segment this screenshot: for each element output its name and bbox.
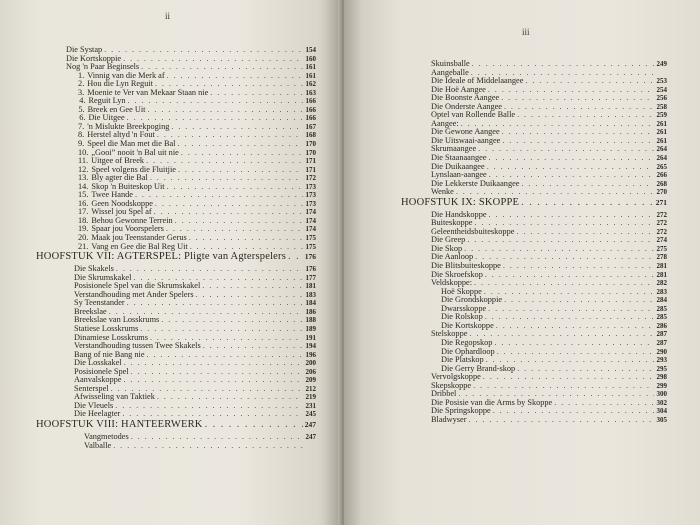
chapter-title: HOOFSTUK IX: SKOPPE — [401, 196, 520, 208]
entry-title: Speel die Man met die Bal — [87, 139, 176, 149]
toc-entry — [431, 111, 667, 120]
dot-leader — [467, 416, 655, 425]
entry-title: Die Gerry Brand-skop — [441, 363, 516, 373]
entry-number: 8. — [78, 130, 85, 140]
dot-leader — [523, 77, 654, 86]
toc-entry — [431, 188, 667, 197]
entry-title: Behou Gewonne Terrein — [91, 215, 173, 225]
page-number: 167 — [305, 122, 316, 131]
entry-title: Die Springskoppe — [431, 406, 491, 416]
entry-title: Uitgee of Breek — [91, 156, 145, 166]
dot-leader — [188, 243, 303, 252]
dot-leader — [122, 359, 303, 368]
entry-number: 1. — [78, 70, 85, 80]
dot-leader — [487, 154, 654, 163]
dot-leader — [138, 325, 303, 334]
entry-title: Die Skop — [431, 243, 463, 253]
dot-leader — [125, 299, 303, 308]
entry-title: Breek en Gee Uit — [87, 104, 146, 114]
entry-title: Die Onderste Aangee — [431, 101, 502, 111]
page-number: 171 — [305, 165, 316, 174]
entry-title: Vinnig van die Merk af — [87, 70, 165, 80]
right-page — [344, 0, 700, 525]
page-number: 186 — [305, 307, 316, 316]
page-number: 161 — [305, 71, 316, 80]
entry-number: 12. — [78, 164, 89, 174]
dot-leader — [102, 46, 303, 55]
page-number: 304 — [656, 407, 667, 416]
entry-title: Geleentheidsbuiteskoppe — [431, 226, 515, 236]
entry-title: Die Greep — [431, 235, 466, 245]
page-number: 283 — [656, 287, 667, 296]
dot-leader — [494, 322, 654, 331]
page-number: 265 — [656, 162, 667, 171]
page-number: 173 — [305, 191, 316, 200]
entry-title: Verstandhouding tussen Twee Skakels — [74, 341, 201, 351]
dot-leader — [200, 282, 303, 291]
dot-leader — [153, 200, 303, 209]
page-number: 163 — [305, 88, 316, 97]
dot-leader — [187, 234, 303, 243]
entry-title: Dwarsskoppe — [441, 303, 487, 313]
entry-title: Stelskoppe — [431, 329, 468, 339]
dot-leader — [462, 245, 654, 254]
entry-title: Skuinsballe — [431, 59, 470, 68]
chapter-heading — [401, 197, 667, 211]
entry-title: 'n Mislukte Breekpoging — [87, 121, 170, 131]
page-number: 300 — [656, 390, 667, 399]
page-number: 170 — [305, 148, 316, 157]
page-number: 189 — [305, 324, 316, 333]
page-number: 249 — [656, 60, 667, 68]
dot-leader — [114, 265, 303, 274]
page-number: 173 — [305, 199, 316, 208]
entry-number: 21. — [78, 241, 89, 251]
dot-leader — [159, 316, 303, 325]
page-number: 285 — [656, 304, 667, 313]
entry-title: Die Gewone Aangee — [431, 127, 500, 137]
dot-leader — [495, 348, 654, 357]
entry-title: Die Grondskoppie — [441, 295, 503, 305]
page-number: 184 — [305, 299, 316, 308]
page-number: 274 — [656, 236, 667, 245]
toc-entry — [74, 376, 316, 385]
page-number: 161 — [305, 63, 316, 72]
page-number: 281 — [656, 262, 667, 271]
page-number: 264 — [656, 154, 667, 163]
dot-leader — [165, 183, 303, 192]
page-number: 299 — [656, 381, 667, 390]
entry-title: Die Regopskop — [441, 337, 493, 347]
entry-title: Dribbel — [431, 389, 457, 399]
entry-title: Die Uitgee — [88, 113, 125, 123]
entry-title: Die Posisie van die Arms by Skoppe — [431, 397, 553, 407]
dot-leader — [515, 111, 654, 120]
page-number: 181 — [305, 282, 316, 291]
page-number: 166 — [305, 114, 316, 123]
page-number: 194 — [305, 342, 316, 351]
dot-leader — [120, 410, 303, 419]
page-number: 254 — [656, 85, 667, 94]
dot-leader — [148, 174, 303, 183]
entry-title: Bladwyser — [431, 414, 467, 424]
entry-title: Sy Teenstander — [74, 298, 125, 308]
dot-leader — [286, 253, 303, 262]
entry-title: Die Skakels — [74, 264, 114, 274]
entry-title: Die Heelagter — [74, 409, 121, 419]
page-number: 287 — [656, 330, 667, 339]
dot-leader — [169, 123, 303, 132]
page-number: 261 — [656, 128, 667, 137]
entry-title: Reguit Lyn — [88, 96, 126, 106]
dot-leader — [208, 89, 303, 98]
entry-title: Skop 'n Buiteskop Uit — [91, 181, 165, 191]
entry-title: Posisionele Spel — [74, 366, 129, 376]
entry-title: Die Boonste Aangee — [431, 93, 500, 103]
page-number: 264 — [656, 145, 667, 154]
chapter-title: HOOFSTUK VII: AGTERSPEL: Pligte van Agterspelers — [36, 251, 287, 263]
entry-number: 13. — [78, 173, 89, 183]
entry-title: Die Staanaangee — [431, 153, 487, 163]
dot-leader — [454, 188, 654, 197]
page-number: 290 — [656, 347, 667, 356]
entry-title: Die Rolskop — [441, 312, 483, 322]
entry-title: Die Platskop — [441, 355, 484, 365]
page-number: 176 — [305, 265, 316, 274]
dot-leader — [482, 288, 654, 297]
dot-leader — [499, 94, 654, 103]
entry-number: 16. — [78, 198, 89, 208]
toc-entry — [431, 236, 667, 245]
page-number: 172 — [305, 174, 316, 183]
dot-leader — [472, 279, 654, 288]
toc-entry — [78, 243, 316, 252]
toc-entry — [74, 299, 316, 308]
page-number: 231 — [305, 401, 316, 410]
dot-leader — [515, 365, 654, 374]
toc-entry — [431, 416, 667, 425]
page-number: 278 — [656, 253, 667, 262]
table-of-contents-left — [36, 45, 316, 450]
dot-leader — [514, 228, 654, 237]
page-number: 286 — [656, 321, 667, 330]
entry-number: 6. — [79, 113, 86, 123]
entry-title: Hoë Skoppe — [441, 286, 482, 296]
entry-title: Die Uitswaai-aangee — [431, 135, 501, 145]
dot-leader — [121, 55, 303, 64]
entry-title: Valballe — [84, 440, 112, 450]
page-number: 298 — [656, 373, 667, 382]
page-folio: iii — [522, 27, 530, 37]
entry-title: Die Handskoppe — [431, 209, 487, 219]
entry-title: Lynslaan-aangee — [431, 170, 487, 180]
entry-title: „Gooi” nooit 'n Bal uit nie — [91, 147, 179, 157]
entry-title: Geen Noodskoppe — [91, 198, 153, 208]
page-number: 281 — [656, 270, 667, 279]
entry-title: Vangmetodes — [84, 431, 129, 441]
entry-title: Die Vleuels — [74, 400, 114, 410]
dot-leader — [129, 433, 303, 442]
page-number: 174 — [305, 208, 316, 217]
dot-leader — [145, 106, 303, 115]
entry-title: Wissel jou Spel af — [91, 207, 152, 217]
entry-title: Die Blitsbuiteskoppe — [431, 261, 501, 271]
dot-leader — [491, 407, 654, 416]
dot-leader — [113, 402, 303, 411]
entry-title: Die Skroefskop — [431, 269, 483, 279]
entry-title: Die Hoë Aangee — [431, 84, 486, 94]
entry-title: Aanvalskoppe — [74, 375, 122, 385]
entry-title: Senterspel — [74, 383, 109, 393]
toc-entry — [431, 382, 667, 391]
dot-leader — [194, 291, 303, 300]
dot-leader — [179, 149, 303, 158]
page-number: 174 — [305, 225, 316, 234]
toc-entry — [84, 433, 316, 442]
entry-title: Die Skrumskakel — [74, 272, 132, 282]
page-number: 287 — [656, 338, 667, 347]
page-number: 209 — [305, 376, 316, 385]
chapter-heading — [36, 251, 316, 265]
dot-leader — [486, 305, 654, 314]
page-number: 196 — [305, 350, 316, 359]
toc-entry — [74, 410, 316, 419]
dot-leader — [155, 131, 303, 140]
entry-number: 3. — [78, 87, 85, 97]
dot-leader — [201, 342, 303, 351]
dot-leader — [465, 236, 654, 245]
dot-leader — [467, 330, 654, 339]
table-of-contents-right — [401, 59, 667, 424]
entry-title: Bang of nie Bang nie — [74, 349, 145, 359]
page-number: 154 — [305, 46, 316, 54]
dot-leader — [165, 72, 303, 81]
entry-title: Aangeballe — [431, 67, 469, 77]
page-number: 268 — [656, 179, 667, 188]
entry-number: 9. — [78, 139, 85, 149]
page-number: 295 — [656, 364, 667, 373]
entry-title: Optel van Rollende Balle — [431, 110, 516, 120]
entry-title: Breekslae — [74, 306, 107, 316]
dot-leader — [133, 191, 303, 200]
entry-title: Twee Hande — [91, 190, 133, 200]
page-number: 247 — [305, 432, 316, 441]
page-number: 245 — [305, 410, 316, 419]
page-number: 170 — [305, 140, 316, 149]
dot-leader — [175, 140, 303, 149]
page-number: 173 — [305, 182, 316, 191]
dot-leader — [487, 211, 654, 220]
dot-leader — [519, 199, 654, 208]
entry-title: Statiese Losskrums — [74, 323, 139, 333]
dot-leader — [519, 180, 654, 189]
page-number: 175 — [305, 242, 316, 251]
entry-number: 18. — [78, 215, 89, 225]
dot-leader — [129, 368, 303, 377]
entry-title: Die Ophardloop — [441, 346, 495, 356]
page-number: 258 — [656, 102, 667, 111]
chapter-title: HOOFSTUK VIII: HANTEERWERK — [36, 418, 203, 430]
page-number: 302 — [656, 398, 667, 407]
entry-title: Vervolgskoppe — [431, 372, 481, 382]
entry-title: Moenie te Ver van Mekaar Staan nie — [87, 87, 209, 97]
dot-leader — [502, 296, 654, 305]
page-number: 305 — [656, 415, 667, 424]
entry-title: Die Duikaangee — [431, 161, 485, 171]
dot-leader — [176, 166, 303, 175]
toc-entry — [431, 180, 667, 189]
page-number: 270 — [656, 188, 667, 197]
page-number: 219 — [305, 393, 316, 402]
dot-leader — [483, 313, 654, 322]
entry-title: Herstel altyd 'n Fout — [87, 130, 155, 140]
entry-title: Maak jou Teenstander Gerus — [91, 233, 187, 243]
entry-title: Veldskoppe: — [431, 278, 473, 288]
dot-leader — [121, 376, 303, 385]
page-number: 175 — [305, 234, 316, 243]
toc-entry — [441, 322, 667, 331]
page-number: 166 — [305, 105, 316, 114]
entry-title: Vang en Gee die Bal Reg Uit — [91, 241, 188, 251]
page-number: 272 — [656, 227, 667, 236]
entry-number: 15. — [78, 190, 89, 200]
entry-number: 20. — [78, 233, 89, 243]
dot-leader — [145, 351, 303, 360]
entry-title: Afwisseling van Taktiek — [74, 392, 155, 402]
entry-title: Bly agter die Bal — [91, 173, 148, 183]
dot-leader — [492, 339, 654, 348]
page-number: 272 — [656, 210, 667, 219]
entry-title: Die Kortskoppe — [441, 320, 494, 330]
entry-number: 4. — [79, 96, 86, 106]
entry-number: 5. — [78, 104, 85, 114]
page-number: 253 — [656, 77, 667, 86]
dot-leader — [501, 262, 654, 271]
entry-title: Skepskoppe — [431, 380, 472, 390]
entry-title: Breekslae van Losskrums — [74, 315, 160, 325]
dot-leader — [500, 128, 654, 137]
page-number: 171 — [305, 157, 316, 166]
page-number: 247 — [304, 419, 316, 429]
page-number: 212 — [305, 384, 316, 393]
dot-leader — [486, 86, 654, 95]
entry-title: Die Systap — [66, 45, 103, 54]
dot-leader — [155, 393, 303, 402]
entry-number: 10. — [78, 147, 89, 157]
page-number: 256 — [656, 94, 667, 103]
page-number: 259 — [656, 111, 667, 120]
page-number: 282 — [656, 279, 667, 288]
left-page — [0, 0, 342, 525]
entry-title: Wenke — [431, 187, 454, 197]
entry-title: Aangee: — [431, 118, 459, 128]
dot-leader — [500, 137, 654, 146]
dot-leader — [126, 97, 303, 106]
entry-title: Buiteskoppe — [431, 218, 473, 228]
page-number: 176 — [304, 252, 316, 262]
page-number: 293 — [656, 356, 667, 365]
page-number: 160 — [305, 54, 316, 63]
entry-title: Verstandhouding met Ander Spelers — [74, 289, 194, 299]
dot-leader — [552, 399, 654, 408]
entry-number: 2. — [78, 79, 85, 89]
dot-leader — [173, 217, 303, 226]
chapter-heading — [36, 419, 316, 433]
entry-title: Posisionele Spel van die Skrumskakel — [74, 281, 201, 291]
entry-number: 7. — [78, 121, 85, 131]
dot-leader — [485, 163, 654, 172]
page-number: 284 — [656, 296, 667, 305]
page-folio: ii — [165, 11, 171, 21]
dot-leader — [152, 208, 303, 217]
entry-title: Die Kortskoppie — [66, 53, 122, 63]
page-number: 188 — [305, 316, 316, 325]
page-number: 183 — [305, 290, 316, 299]
page-number: 174 — [305, 216, 316, 225]
page-number: 285 — [656, 313, 667, 322]
entry-title: Die Losskakel — [74, 358, 122, 368]
page-number: 275 — [656, 244, 667, 253]
dot-leader — [481, 373, 654, 382]
dot-leader — [471, 382, 654, 391]
page-number: 177 — [305, 273, 316, 282]
dot-leader — [470, 60, 654, 69]
page-number: 162 — [305, 80, 316, 89]
dot-leader — [203, 421, 303, 430]
entry-title: Hou die Lyn Reguit — [87, 79, 153, 89]
entry-number: 17. — [78, 207, 89, 217]
page-number: 206 — [305, 367, 316, 376]
page-number: 261 — [656, 136, 667, 145]
entry-number: 19. — [78, 224, 89, 234]
dot-leader — [483, 271, 654, 280]
page-number: 200 — [305, 359, 316, 368]
page-number: 168 — [305, 131, 316, 140]
page-number: 266 — [656, 171, 667, 180]
entry-title: Dinamiese Losskrums — [74, 332, 148, 342]
toc-entry — [431, 228, 667, 237]
page-number: 166 — [305, 97, 316, 106]
entry-title: Spaar jou Voorspelers — [91, 224, 164, 234]
page-number: 261 — [656, 119, 667, 128]
page-number: 191 — [305, 333, 316, 342]
page-number: 271 — [655, 197, 667, 207]
dot-leader — [476, 145, 654, 154]
toc-entry — [84, 442, 316, 451]
entry-title: Nog 'n Paar Beginsels — [66, 62, 140, 72]
page-number: 272 — [656, 219, 667, 228]
dot-leader — [502, 103, 654, 112]
entry-number: 14. — [78, 181, 89, 191]
entry-title: Skrumaangee — [431, 144, 477, 154]
entry-title: Speel volgens die Fluitjie — [91, 164, 176, 174]
entry-title: Die Aanloop — [431, 252, 474, 262]
entry-number: 11. — [78, 156, 89, 166]
dot-leader — [111, 442, 303, 451]
entry-title: Die Lekkerste Duikaangee — [431, 178, 520, 188]
entry-title: Die Ideale of Middelaangee — [431, 76, 524, 86]
